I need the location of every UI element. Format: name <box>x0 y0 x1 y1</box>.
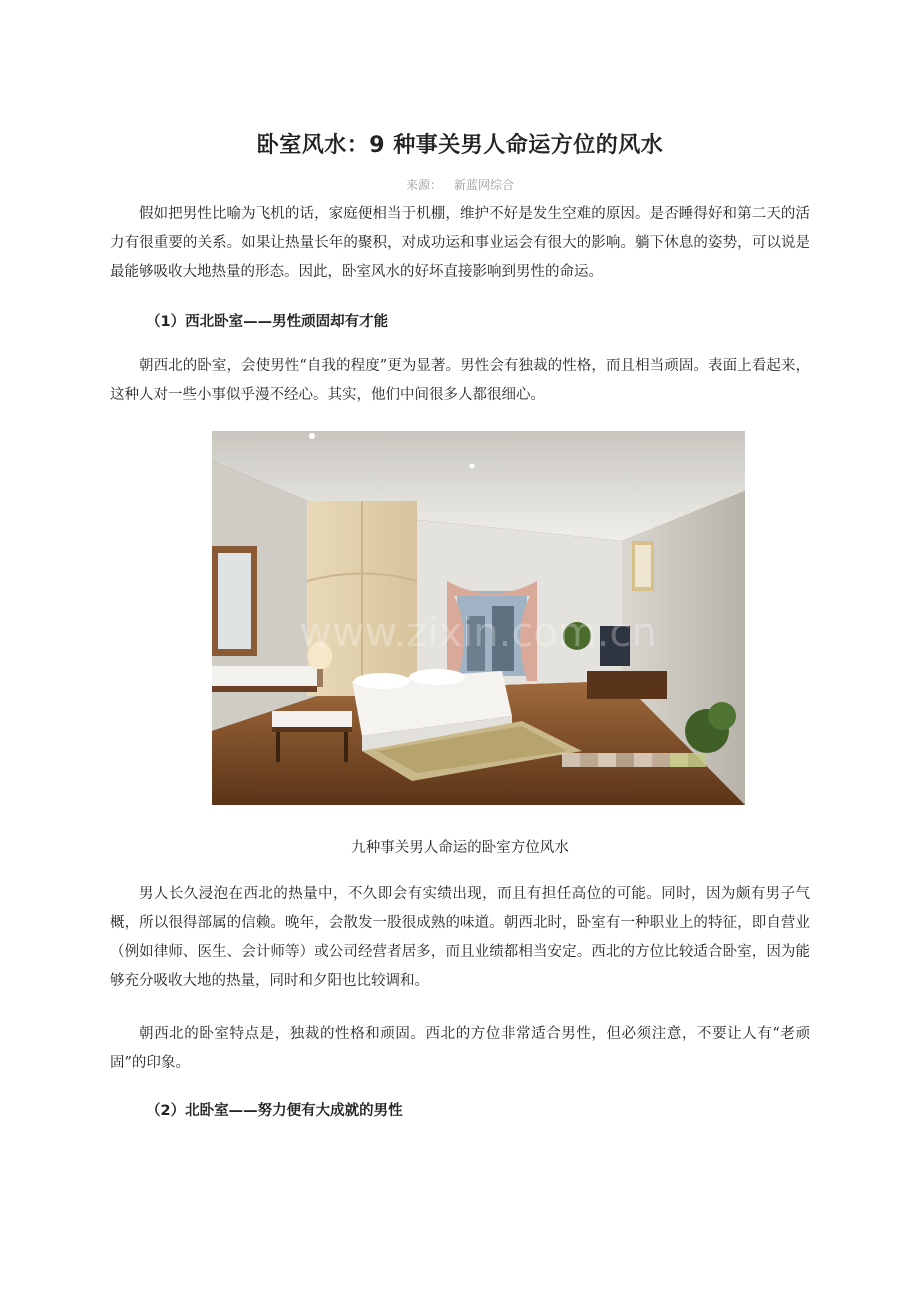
article-source <box>0 176 920 193</box>
section1-heading: （1）西北卧室——男性顽固却有才能 <box>146 314 389 330</box>
article-title: 卧室风水：9 种事关男人命运方位的风水 <box>256 133 664 158</box>
intro-paragraph: 假如把男性比喻为飞机的话，家庭便相当于机棚，维护不好是发生空难的原因。是否睡得好和第二天的活力有很重要的关系。如果让热量长年的聚积，对成功运和事业运会有很大的影响。躺下休息的姿势，可以说是最能够吸收大地热量的形态。因此，卧室风水的好坏直接影响到男性的命运。 <box>110 206 810 280</box>
source-label: 来源： <box>405 178 442 192</box>
section2-heading: （2）北卧室——努力便有大成就的男性 <box>146 1103 403 1119</box>
source-name: 新蓝网综合 <box>454 178 515 192</box>
section1-paragraph-1: 朝西北的卧室，会使男性“自我的程度”更为显著。男性会有独裁的性格，而且相当顽固。表面上看起来，这种人对一些小事似乎漫不经心。其实，他们中间很多人都很细心。 <box>110 358 810 403</box>
section1-paragraph-3: 朝西北的卧室特点是，独裁的性格和顽固。西北的方位非常适合男性，但必须注意，不要让人有“老顽固”的印象。 <box>110 1026 810 1071</box>
photo-watermark: www.zixin.com.cn <box>299 610 657 656</box>
section1-paragraph-2: 男人长久浸泡在西北的热量中，不久即会有实绩出现，而且有担任高位的可能。同时，因为颇有男子气概，所以很得部属的信赖。晚年，会散发一股很成熟的味道。朝西北时，卧室有一种职业上的特征，即自营业（例如律师、医生、会计师等）或公司经营者居多，而且业绩都相当安定。西北的方位比较适合卧室，因为能够充分吸收大地的热量，同时和夕阳也比较调和。 <box>110 886 810 989</box>
bedroom-illustration <box>212 431 745 805</box>
image-caption: 九种事关男人命运的卧室方位风水 <box>351 840 569 856</box>
bedroom-photo <box>212 431 745 805</box>
